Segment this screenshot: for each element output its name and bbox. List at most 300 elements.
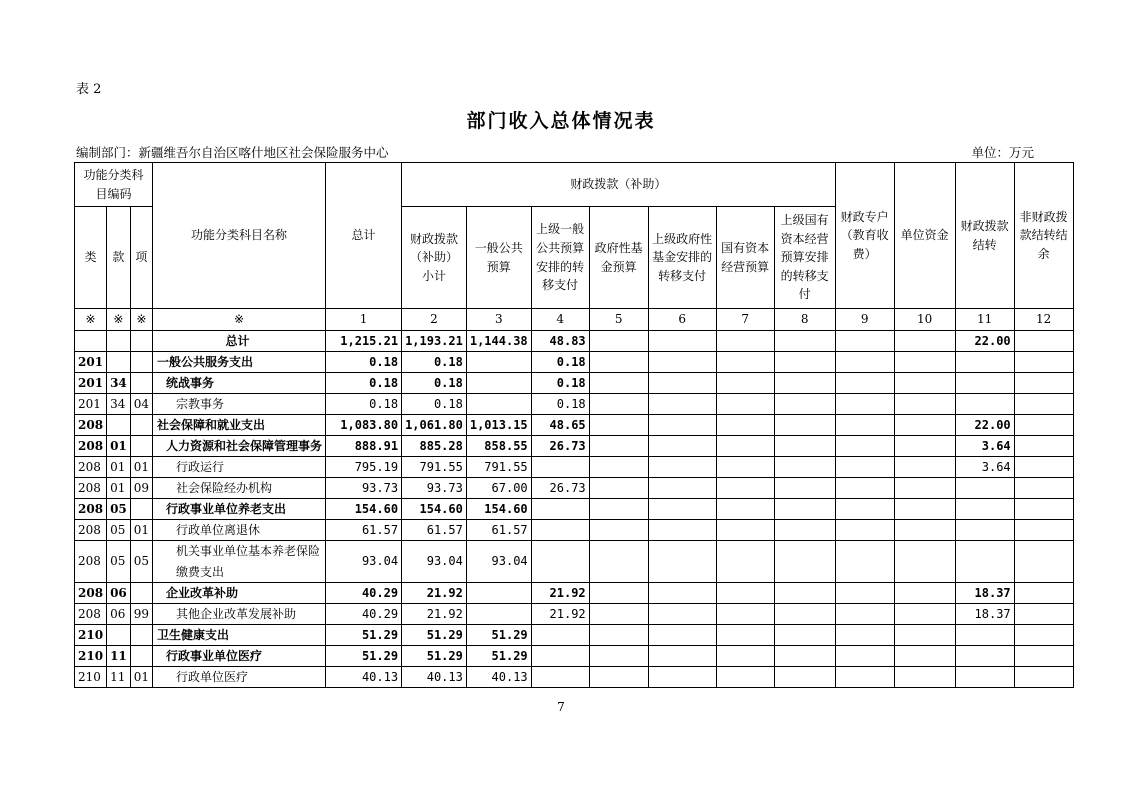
value-col-3: 67.00 [466,478,531,499]
value-col-3 [466,373,531,394]
value-col-1: 795.19 [326,457,402,478]
value-col-5 [589,394,648,415]
value-col-6 [648,478,716,499]
marker-cell: 7 [716,309,774,331]
value-col-1: 0.18 [326,373,402,394]
value-col-5 [589,457,648,478]
value-col-12 [1014,457,1073,478]
value-col-2: 61.57 [402,520,467,541]
value-col-9 [835,415,894,436]
item-name: 行政单位医疗 [153,667,326,688]
value-col-7 [716,436,774,457]
code-xiang [130,352,152,373]
value-col-8 [774,583,835,604]
value-col-11 [955,520,1014,541]
value-col-8 [774,646,835,667]
value-col-8 [774,625,835,646]
value-col-7 [716,394,774,415]
value-col-3: 154.60 [466,499,531,520]
value-col-6 [648,331,716,352]
value-col-3 [466,604,531,625]
code-kuan [107,415,131,436]
value-col-2: 1,193.21 [402,331,467,352]
value-col-3: 1,144.38 [466,331,531,352]
table-row [75,499,1074,520]
value-col-7 [716,415,774,436]
code-xiang: 04 [130,394,152,415]
code-xiang [130,373,152,394]
code-kuan: 01 [107,478,131,499]
code-xiang [130,499,152,520]
marker-cell: 9 [835,309,894,331]
code-kuan: 06 [107,583,131,604]
code-lei: 208 [75,583,107,604]
table-row [75,541,1074,583]
item-name: 一般公共服务支出 [153,352,326,373]
value-col-10 [894,415,955,436]
header-unit-funds: 单位资金 [894,163,955,309]
value-col-2: 40.13 [402,667,467,688]
table-row [75,373,1074,394]
value-col-11 [955,499,1014,520]
value-col-11: 3.64 [955,457,1014,478]
value-col-11 [955,625,1014,646]
value-col-11: 22.00 [955,415,1014,436]
value-col-10 [894,646,955,667]
value-col-1: 1,083.80 [326,415,402,436]
header-kuan: 款 [107,207,131,309]
value-col-6 [648,436,716,457]
code-kuan: 06 [107,604,131,625]
value-col-1: 40.29 [326,583,402,604]
value-col-8 [774,478,835,499]
header-general-public: 一般公共预算 [466,207,531,309]
page-title: 部门收入总体情况表 [466,110,656,132]
value-col-6 [648,394,716,415]
value-col-11 [955,667,1014,688]
value-col-9 [835,394,894,415]
header-name: 功能分类科目名称 [153,163,326,309]
value-col-5 [589,604,648,625]
value-col-6 [648,457,716,478]
value-col-4 [531,520,589,541]
value-col-8 [774,541,835,583]
code-lei: 201 [75,352,107,373]
item-name: 其他企业改革发展补助 [153,604,326,625]
value-col-5 [589,646,648,667]
value-col-4: 48.83 [531,331,589,352]
value-col-8 [774,604,835,625]
value-col-9 [835,331,894,352]
code-lei: 201 [75,394,107,415]
value-col-8 [774,352,835,373]
value-col-10 [894,541,955,583]
value-col-2: 885.28 [402,436,467,457]
value-col-10 [894,457,955,478]
value-col-7 [716,667,774,688]
header-upper-gov-fund-transfer: 上级政府性基金安排的转移支付 [648,207,716,309]
value-col-10 [894,436,955,457]
value-col-1: 93.04 [326,541,402,583]
code-lei: 208 [75,541,107,583]
value-col-10 [894,667,955,688]
value-col-5 [589,352,648,373]
value-col-8 [774,436,835,457]
table-row [75,625,1074,646]
value-col-3 [466,394,531,415]
value-col-8 [774,457,835,478]
value-col-12 [1014,352,1073,373]
value-col-9 [835,604,894,625]
value-col-2: 51.29 [402,625,467,646]
value-col-6 [648,373,716,394]
value-col-11 [955,373,1014,394]
value-col-5 [589,373,648,394]
value-col-4: 21.92 [531,604,589,625]
value-col-10 [894,520,955,541]
value-col-4 [531,667,589,688]
marker-cell: 4 [531,309,589,331]
code-lei: 210 [75,625,107,646]
marker-cell: 12 [1014,309,1073,331]
header-non-fiscal-carryover: 非财政拨款结转结余 [1014,163,1073,309]
value-col-11: 3.64 [955,436,1014,457]
header-upper-general-transfer: 上级一般公共预算安排的转移支付 [531,207,589,309]
value-col-12 [1014,436,1073,457]
value-col-6 [648,625,716,646]
value-col-10 [894,373,955,394]
code-xiang: 01 [130,667,152,688]
code-kuan: 05 [107,499,131,520]
marker-cell: 2 [402,309,467,331]
value-col-7 [716,457,774,478]
code-kuan: 05 [107,541,131,583]
table-row [75,520,1074,541]
code-kuan: 34 [107,373,131,394]
value-col-10 [894,352,955,373]
revenue-table [74,162,1074,688]
value-col-4: 26.73 [531,478,589,499]
header-lei: 类 [75,207,107,309]
value-col-3 [466,352,531,373]
marker-cell: ※ [153,309,326,331]
code-kuan: 11 [107,646,131,667]
value-col-8 [774,667,835,688]
value-col-9 [835,499,894,520]
code-xiang [130,415,152,436]
table-row [75,457,1074,478]
value-col-10 [894,331,955,352]
marker-cell: ※ [75,309,107,331]
value-col-11 [955,394,1014,415]
value-col-1: 40.29 [326,604,402,625]
value-col-1: 51.29 [326,646,402,667]
code-xiang [130,436,152,457]
value-col-12 [1014,394,1073,415]
value-col-9 [835,646,894,667]
code-kuan: 01 [107,457,131,478]
code-lei: 210 [75,646,107,667]
code-xiang: 01 [130,457,152,478]
value-col-6 [648,646,716,667]
value-col-10 [894,478,955,499]
code-kuan: 11 [107,667,131,688]
value-col-6 [648,667,716,688]
value-col-7 [716,583,774,604]
table-row [75,394,1074,415]
value-col-12 [1014,541,1073,583]
value-col-9 [835,625,894,646]
value-col-3: 51.29 [466,625,531,646]
value-col-3: 858.55 [466,436,531,457]
value-col-2: 51.29 [402,646,467,667]
table-row [75,331,1074,352]
value-col-10 [894,604,955,625]
marker-cell: 5 [589,309,648,331]
value-col-9 [835,541,894,583]
value-col-3 [466,583,531,604]
code-xiang [130,625,152,646]
value-col-12 [1014,331,1073,352]
code-lei: 208 [75,520,107,541]
value-col-1: 51.29 [326,625,402,646]
value-col-12 [1014,604,1073,625]
value-col-2: 0.18 [402,373,467,394]
code-lei: 208 [75,478,107,499]
value-col-7 [716,646,774,667]
code-lei: 208 [75,415,107,436]
table-row [75,415,1074,436]
code-kuan: 05 [107,520,131,541]
value-col-9 [835,583,894,604]
item-name: 机关事业单位基本养老保险缴费支出 [153,541,326,583]
marker-cell: 1 [326,309,402,331]
marker-cell: 3 [466,309,531,331]
value-col-11 [955,478,1014,499]
value-col-3: 51.29 [466,646,531,667]
value-col-6 [648,352,716,373]
marker-row [75,309,1074,331]
value-col-5 [589,625,648,646]
value-col-2: 791.55 [402,457,467,478]
value-col-4 [531,625,589,646]
marker-cell: ※ [130,309,152,331]
value-col-1: 40.13 [326,667,402,688]
value-col-12 [1014,499,1073,520]
value-col-4 [531,499,589,520]
value-col-7 [716,499,774,520]
marker-cell: ※ [107,309,131,331]
value-col-5 [589,415,648,436]
item-name: 行政单位离退休 [153,520,326,541]
item-name: 社会保险经办机构 [153,478,326,499]
code-xiang [130,646,152,667]
table-row [75,604,1074,625]
value-col-10 [894,499,955,520]
item-name: 行政事业单位养老支出 [153,499,326,520]
value-col-5 [589,499,648,520]
value-col-7 [716,520,774,541]
value-col-11: 18.37 [955,583,1014,604]
value-col-8 [774,331,835,352]
value-col-1: 93.73 [326,478,402,499]
value-col-4: 0.18 [531,373,589,394]
value-col-2: 1,061.80 [402,415,467,436]
code-xiang [130,331,152,352]
value-col-5 [589,331,648,352]
table-tag: 表 2 [76,82,102,97]
value-col-8 [774,373,835,394]
marker-cell: 10 [894,309,955,331]
value-col-11: 18.37 [955,604,1014,625]
code-kuan [107,352,131,373]
value-col-3: 40.13 [466,667,531,688]
marker-cell: 6 [648,309,716,331]
item-name: 行政运行 [153,457,326,478]
item-name: 人力资源和社会保障管理事务 [153,436,326,457]
value-col-5 [589,541,648,583]
code-lei: 210 [75,667,107,688]
value-col-2: 0.18 [402,352,467,373]
table-row [75,352,1074,373]
header-code-group: 功能分类科目编码 [75,163,153,207]
value-col-10 [894,625,955,646]
value-col-2: 0.18 [402,394,467,415]
value-col-1: 0.18 [326,352,402,373]
value-col-9 [835,520,894,541]
value-col-12 [1014,520,1073,541]
value-col-10 [894,394,955,415]
table-row [75,667,1074,688]
header-fiscal-subtotal: 财政拨款（补助）小计 [402,207,467,309]
value-col-6 [648,415,716,436]
value-col-6 [648,604,716,625]
code-lei: 201 [75,373,107,394]
value-col-4: 48.65 [531,415,589,436]
org-label: 编制部门：新疆维吾尔自治区喀什地区社会保险服务中心 [76,145,389,160]
value-col-2: 21.92 [402,604,467,625]
table-row [75,478,1074,499]
value-col-8 [774,499,835,520]
header-fiscal-special: 财政专户（教育收费） [835,163,894,309]
code-kuan: 01 [107,436,131,457]
code-xiang: 99 [130,604,152,625]
code-xiang: 01 [130,520,152,541]
header-upper-state-capital-transfer: 上级国有资本经营预算安排的转移支付 [774,207,835,309]
value-col-8 [774,415,835,436]
value-col-9 [835,457,894,478]
item-name: 行政事业单位医疗 [153,646,326,667]
code-lei: 208 [75,457,107,478]
value-col-12 [1014,373,1073,394]
value-col-9 [835,373,894,394]
code-lei: 208 [75,499,107,520]
value-col-6 [648,520,716,541]
header-total: 总计 [326,163,402,309]
value-col-8 [774,520,835,541]
value-col-11 [955,352,1014,373]
value-col-7 [716,541,774,583]
code-xiang: 09 [130,478,152,499]
value-col-4: 21.92 [531,583,589,604]
item-name: 企业改革补助 [153,583,326,604]
item-name: 总计 [153,331,326,352]
item-name: 社会保障和就业支出 [153,415,326,436]
value-col-7 [716,604,774,625]
value-col-6 [648,499,716,520]
table-row [75,436,1074,457]
value-col-1: 888.91 [326,436,402,457]
value-col-4 [531,457,589,478]
code-kuan [107,625,131,646]
value-col-4: 0.18 [531,352,589,373]
value-col-5 [589,436,648,457]
value-col-11 [955,541,1014,583]
value-col-11: 22.00 [955,331,1014,352]
value-col-3: 1,013.15 [466,415,531,436]
table-row [75,646,1074,667]
value-col-12 [1014,583,1073,604]
value-col-12 [1014,646,1073,667]
code-kuan [107,331,131,352]
value-col-4 [531,541,589,583]
code-kuan: 34 [107,394,131,415]
value-col-12 [1014,415,1073,436]
value-col-12 [1014,667,1073,688]
value-col-9 [835,667,894,688]
table-row [75,583,1074,604]
value-col-7 [716,373,774,394]
code-lei: 208 [75,436,107,457]
value-col-2: 93.73 [402,478,467,499]
value-col-4: 26.73 [531,436,589,457]
table-body [75,331,1074,688]
code-lei [75,331,107,352]
value-col-7 [716,331,774,352]
header-gov-fund: 政府性基金预算 [589,207,648,309]
value-col-6 [648,583,716,604]
value-col-3: 93.04 [466,541,531,583]
value-col-5 [589,478,648,499]
value-col-7 [716,352,774,373]
code-xiang [130,583,152,604]
value-col-12 [1014,625,1073,646]
header-fiscal-carryover: 财政拨款结转 [955,163,1014,309]
code-xiang: 05 [130,541,152,583]
value-col-1: 1,215.21 [326,331,402,352]
value-col-2: 21.92 [402,583,467,604]
value-col-2: 154.60 [402,499,467,520]
page-number: 7 [557,700,565,714]
value-col-1: 0.18 [326,394,402,415]
value-col-11 [955,646,1014,667]
value-col-5 [589,583,648,604]
code-lei: 208 [75,604,107,625]
value-col-6 [648,541,716,583]
value-col-1: 154.60 [326,499,402,520]
value-col-8 [774,394,835,415]
value-col-5 [589,667,648,688]
item-name: 卫生健康支出 [153,625,326,646]
value-col-4 [531,646,589,667]
value-col-3: 61.57 [466,520,531,541]
value-col-9 [835,436,894,457]
value-col-3: 791.55 [466,457,531,478]
value-col-9 [835,352,894,373]
value-col-4: 0.18 [531,394,589,415]
item-name: 宗教事务 [153,394,326,415]
value-col-12 [1014,478,1073,499]
